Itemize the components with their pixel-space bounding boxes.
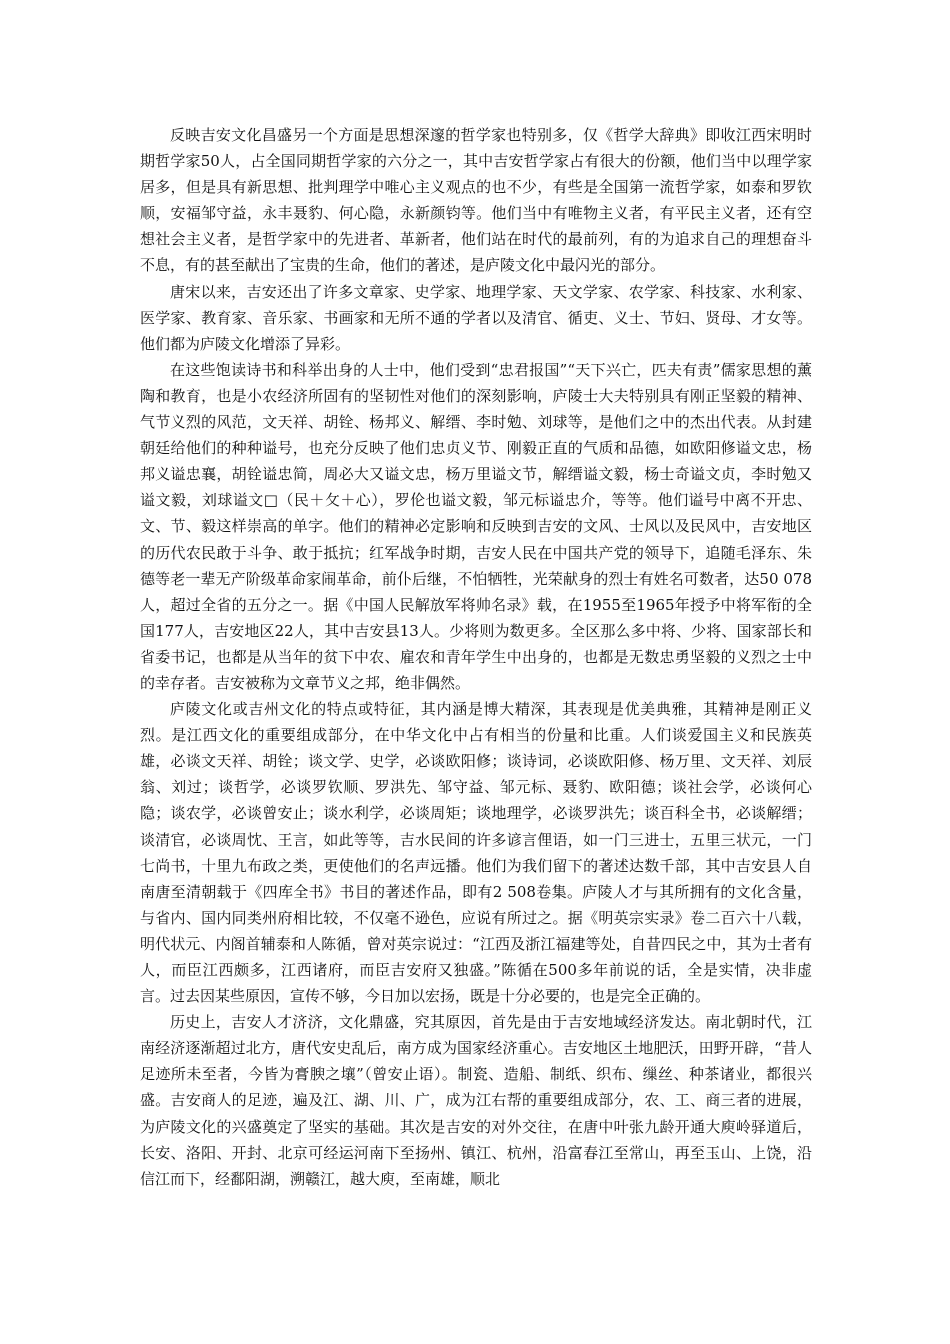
paragraph-loyalty-spirit: 在这些饱读诗书和科举出身的人士中，他们受到“忠君报国”“天下兴亡，匹夫有责”儒家思想的薰陶和教育，也是小农经济所固有的坚韧性对他们的深刻影响，庐陵士大夫特别具有刚正坚毅的精神、气节义烈的风范，文天祥、胡铨、杨邦义、解缙、李时勉、刘球等，是他们之中的杰出代表。从封建朝廷给他们的种种谥号，也充分反映了他们忠贞义节、刚毅正直的气质和品德，如欧阳修谥文忠，杨邦义谥忠襄，胡铨谥忠简，周必大又谥文忠，杨万里谥文节，解缙谥文毅，杨士奇谥文贞，李时勉又谥文毅，刘球谥文□（民＋攵＋心），罗伦也谥文毅，邹元标谥忠介，等等。他们谥号中离不开忠、文、节、毅这样崇高的单字。他们的精神必定影响和反映到吉安的文风、士风以及民风中，吉安地区的历代农民敢于斗争、敢于抵抗；红军战争时期，吉安人民在中国共产党的领导下，追随毛泽东、朱德等老一辈无产阶级革命家闹革命，前仆后继，不怕牺牲，光荣献身的烈士有姓名可数者，达50 078人，超过全省的五分之一。据《中国人民解放军将帅名录》载，在1955至1965年授予中将军衔的全国177人，吉安地区22人，其中吉安县13人。少将则为数更多。全区那么多中将、少将、国家部长和省委书记，也都是从当年的贫下中农、雇农和青年学生中出身的，也都是无数忠勇坚毅的义烈之士中的幸存者。吉安被称为文章节义之邦，绝非偶然。 bbox=[140, 360, 812, 692]
paragraph-scholars: 唐宋以来，吉安还出了许多文章家、史学家、地理学家、天文学家、农学家、科技家、水利家、医学家、教育家、音乐家、书画家和无所不通的学者以及清官、循吏、义士、节妇、贤母、才女等。他们都为庐陵文化增添了异彩。 bbox=[140, 282, 812, 353]
paragraph-philosophers: 反映吉安文化昌盛另一个方面是思想深邃的哲学家也特别多，仅《哲学大辞典》即收江西宋明时期哲学家50人，占全国同期哲学家的六分之一，其中吉安哲学家占有很大的份额，他们当中以理学家居多，但是具有新思想、批判理学中唯心主义观点的也不少，有些是全国第一流哲学家，如泰和罗钦顺，安福邹守益，永丰聂豹、何心隐，永新颜钧等。他们当中有唯物主义者，有平民主义者，还有空想社会主义者，是哲学家中的先进者、革新者，他们站在时代的最前列，有的为追求自己的理想奋斗不息，有的甚至献出了宝贵的生命，他们的著述，是庐陵文化中最闪光的部分。 bbox=[140, 126, 812, 275]
paragraph-history-reasons: 历史上，吉安人才济济，文化鼎盛，究其原因，首先是由于吉安地域经济发达。南北朝时代，江南经济逐渐超过北方，唐代安史乱后，南方成为国家经济重心。吉安地区土地肥沃，田野开辟，“昔人足迹所未至者，今皆为膏腴之壤”（曾安止语）。制瓷、造船、制纸、织布、缫丝、种茶诸业，都很兴盛。吉安商人的足迹，遍及江、湖、川、广，成为江右帮的重要组成部分，农、工、商三者的进展，为庐陵文化的兴盛奠定了坚实的基础。其次是吉安的对外交往，在唐中叶张九龄开通大庾岭驿道后，长安、洛阳、开封、北京可经运河南下至扬州、镇江、杭州，沿富春江至常山，再至玉山、上饶，沿信江而下，经鄱阳湖，溯赣江，越大庾，至南雄，顺北 bbox=[140, 1013, 812, 1188]
document-page bbox=[140, 122, 812, 1192]
paragraph-luling-culture-features: 庐陵文化或吉州文化的特点或特征，其内涵是博大精深，其表现是优美典雅，其精神是刚正义烈。是江西文化的重要组成部分，在中华文化中占有相当的份量和比重。人们谈爱国主义和民族英雄，必谈文天祥、胡铨；谈文学、史学，必谈欧阳修；谈诗词，必谈欧阳修、杨万里、文天祥、刘辰翁、刘过；谈哲学，必谈罗钦顺、罗洪先、邹守益、邹元标、聂豹、欧阳德；谈社会学，必谈何心隐；谈农学，必谈曾安止；谈水利学，必谈周矩；谈地理学，必谈罗洪先；谈百科全书，必谈解缙；谈清官，必谈周忱、王言，如此等等，吉水民间的许多谚言俚语，如一门三进士，五里三状元，一门七尚书，十里九布政之类，更使他们的名声远播。他们为我们留下的著述达数千部，其中吉安县人自南唐至清朝载于《四库全书》书目的著述作品，即有2 508卷集。庐陵人才与其所拥有的文化含量，与省内、国内同类州府相比较，不仅毫不逊色，应说有所过之。据《明英宗实录》卷二百六十八载，明代状元、内阁首辅泰和人陈循，曾对英宗说过：“江西及浙江福建等处，自昔四民之中，其为士者有人，而臣江西颇多，江西诸府，而臣吉安府又独盛。”陈循在500多年前说的话，全是实情，决非虚言。过去因某些原因，宣传不够，今日加以宏扬，既是十分必要的，也是完全正确的。 bbox=[140, 700, 812, 1006]
